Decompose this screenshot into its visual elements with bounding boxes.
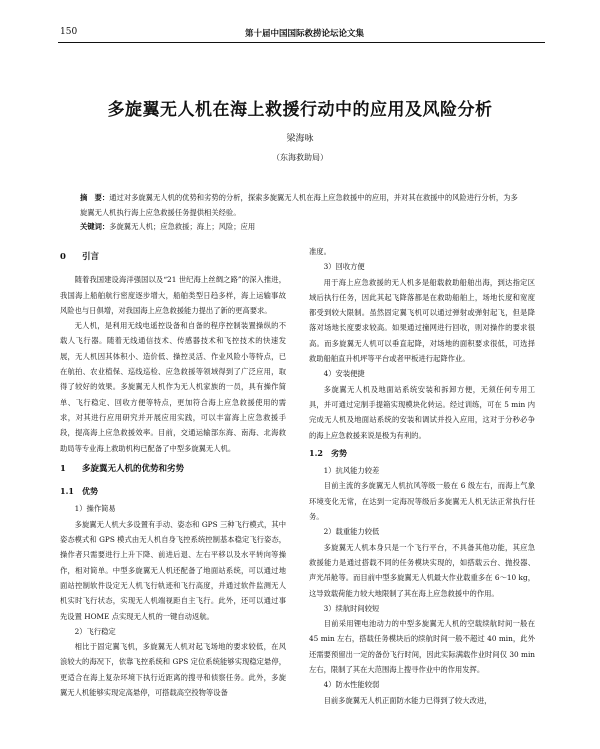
section-title: 引言: [82, 252, 100, 262]
subsection-heading-1-1: [60, 484, 286, 499]
body-paragraph: 目前采用锂电池动力的中型多旋翼无人机的空载续航时间一般在 45 min 左右，搭载任务模块后的续航时间一般不超过 40 min，此外还需要预留出一定的备份飞行时间，因此实际满载作业时间仅 30 min 左右，限制了其在大范围海上搜寻作业中的作用发挥。: [309, 619, 535, 675]
keywords-line: [80, 220, 520, 235]
body-paragraph: 目前主流的多旋翼无人机抗风等级一般在 6 级左右，而海上气象环境变化无常，在达到一定海况等级后多旋翼无人机无法正常执行任务。: [309, 481, 535, 522]
item-heading: 2）飞行稳定: [74, 626, 116, 636]
item-heading: 3）回收方便: [323, 262, 365, 272]
item-heading: 4）防水性能较弱: [323, 680, 380, 690]
section-number: 1: [60, 463, 66, 474]
author-name: 梁海咏: [286, 134, 314, 144]
body-paragraph: 无人机，是利用无线电遥控设备和自备的程序控制装置操纵的不载人飞行器。随着无线通信技术、传感器技术和飞控技术的快速发展，无人机因其体积小、造价低、操控灵活、作业风险小等特点，已在航拍、农业植保、巡线巡检、应急救援等领域得到了广泛应用，取得了较好的效果。多旋翼无人机作为无人机家族的一员，具有操作简单、飞行稳定、回收方便等特点，更加符合海上应急救援使用的需求，对其进行应用研究并开展应用实践，可以丰富海上应急救援手段，提高海上应急救援效率。目前，交通运输部东海、南海、北海救助局等专业海上救助机构已配备了中型多旋翼无人机。: [60, 321, 286, 453]
item-heading: 1）操作简易: [74, 504, 116, 514]
keywords-label: 关键词：: [80, 222, 110, 231]
section-heading-1: [60, 462, 286, 477]
item-heading: 2）载重能力较低: [323, 527, 380, 537]
section-title: 多旋翼无人机的优势和劣势: [82, 463, 185, 474]
body-paragraph: 随着我国建设海洋强国以及“21 世纪海上丝绸之路”的深入推进，我国海上船舶航行密度逐步增大，船舶类型日趋多样，海上运输事故风险也与日俱增，对我国海上应急救援能力提出了新的更高要求。: [60, 275, 286, 315]
paper-title: 多旋翼无人机在海上救援行动中的应用及风险分析: [107, 100, 493, 120]
abstract-text: 通过对多旋翼无人机的优势和劣势的分析，探索多旋翼无人机在海上应急救援中的应用，并对其在救援中的风险进行分析，为多旋翼无人机执行海上应急救援任务提供相关经验。: [80, 193, 518, 217]
abstract-paragraph: [80, 191, 520, 220]
section-heading-0: [60, 250, 286, 265]
page-number: 150: [60, 27, 78, 37]
subsection-title: 优势: [82, 486, 98, 497]
left-column: [60, 244, 286, 700]
body-paragraph: 用于海上应急救援的无人机多是船载救助船舶出海，到达指定区域后执行任务，因此其起飞降落都是在救助船舶上，场地长度和宽度都受到较大限制。虽然固定翼飞机可以通过弹射或弹射起飞，但是降落对场地长度要求较高。如果通过撞网进行回收，则对操作的要求很高。而多旋翼无人机可以垂直起降，对场地的面积要求很低，可选择救助船舶直升机坪等平台或者甲板进行起降作业。: [309, 277, 535, 364]
running-title: 第十届中国国际救捞论坛论文集: [245, 29, 365, 39]
affiliation: （东海救助局）: [272, 153, 328, 162]
body-paragraph: 多旋翼无人机及地面站系统安装和拆卸方便，无须任何专用工具，并可通过定制手提箱实现模块化转运。经过训练，可在 5 min 内完成无人机及地面站系统的安装和调试并投入应用，这对于分秒必争的海上应急救援来说是极为有利的。: [309, 384, 535, 440]
body-paragraph: 准度。: [309, 247, 331, 256]
body-paragraph: 目前多旋翼无人机正面防水能力已得到了较大改进，: [323, 695, 492, 705]
subsection-number: 1.2: [309, 447, 323, 458]
subsection-heading-1-2: [309, 446, 535, 461]
abstract-label: 摘 要：: [80, 193, 110, 202]
body-paragraph: 多旋翼无人机大多设置有手动、姿态和 GPS 三种飞行模式，其中姿态模式和 GPS 模式由无人机自身飞控系统控制基本稳定飞行姿态，操作者只需要进行上升下降、前进后退、左右平移以及水平转向等操作，相对简单。中型多旋翼无人机还配备了地面站系统，可以通过地面站控制软件设定无人机飞行轨迹和飞行高度，并通过软件监测无人机实时飞行状态，实现无人机端视距自主飞行。此外，还可以通过事先设置 HOME 点实现无人机的一键自动返航。: [60, 519, 286, 621]
body-paragraph: 相比于固定翼飞机，多旋翼无人机对起飞场地的要求较低，在风浪较大的海况下，依靠飞控系统和 GPS 定位系统能够实现稳定悬停，更适合在海上复杂环境下执行近距离的搜寻和侦察任务。此外，多旋翼无人机能够实现定高悬停，可搭载高空投物等设备: [60, 642, 286, 698]
item-heading: 1）抗风能力较差: [323, 466, 380, 476]
abstract-block: [80, 191, 520, 235]
item-heading: 4）安装便捷: [323, 369, 365, 379]
subsection-number: 1.1: [60, 486, 74, 497]
header-rule: [58, 42, 545, 43]
body-paragraph: 多旋翼无人机本身只是一个飞行平台，不具备其他功能，其应急救援能力是通过搭载不同的任务模块实现的，如搭载云台、抛投器、声光吊舱等。而目前中型多旋翼无人机最大作业载重多在 6～10 kg，这导致载荷能力较大地限制了其在海上应急救援中的作用。: [309, 542, 535, 598]
section-number: 0: [60, 252, 66, 262]
right-column: [309, 244, 535, 708]
item-heading: 3）续航时间较短: [323, 603, 380, 613]
keywords-text: 多旋翼无人机；应急救援；海上；风险；应用: [109, 222, 256, 231]
subsection-title: 劣势: [331, 447, 347, 458]
